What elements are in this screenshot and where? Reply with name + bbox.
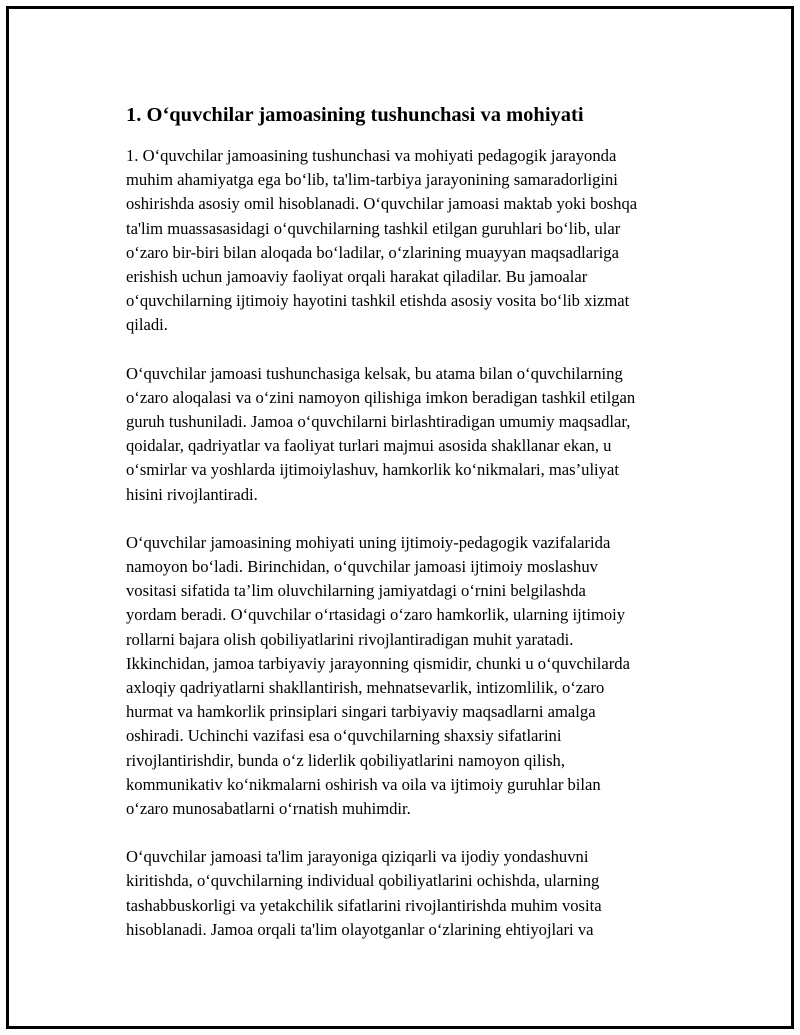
paragraph-4: O‘quvchilar jamoasi ta'lim jarayoniga qiziqarli va ijodiy yondashuvni kiritishda, o‘quvchilarning individual qobiliyatlarini ochishda, ularning tashabbuskorligi va yetakchilik sifatlarini rivojlantirishda muhim vosita hisoblanadi. Jamoa orqali ta'lim olayotganlar o‘zlarining ehtiyojlari va xyxy=(126,847,602,939)
paragraph-1: 1. O‘quvchilar jamoasining tushunchasi va mohiyati pedagogik jarayonda muhim ahamiyatga ega bo‘lib, ta'lim-tarbiya jarayonining samaradorligini oshirishda asosiy omil hisoblanadi. O‘quvchilar jamoasi maktab yoki boshqa ta'lim muassasasidagi o‘quvchilarning tashkil etilgan guruhlari bo‘lib, ular o‘zaro bir-biri bilan aloqada bo‘ladilar, o‘zlarining muayyan maqsadlariga erishish uchun jamoaviy faoliyat orqali harakat qiladilar. Bu jamoalar o‘quvchilarning ijtimoiy hayotini tashkil etishda asosiy vosita bo‘lib xizmat qiladi. xyxy=(126,146,638,335)
document-body xyxy=(126,101,696,966)
paragraph-3: O‘quvchilar jamoasining mohiyati uning ijtimoiy-pedagogik vazifalarida namoyon bo‘ladi. Birinchidan, o‘quvchilar jamoasi ijtimoiy moslashuv vositasi sifatida ta’lim oluvchilarning jamiyatdagi o‘rnini belgilashda yordam beradi. O‘quvchilar o‘rtasidagi o‘zaro hamkorlik, ularning ijtimoiy rollarni bajara olish qobiliyatlarini rivojlantiradigan muhit yaratadi. Ikkinchidan, jamoa tarbiyaviy jarayonning qismidir, chunki u o‘quvchilarda axloqiy qadriyatlarni shakllantirish, mehnatsevarlik, intizomlilik, o‘zaro hurmat va hamkorlik prinsiplari singari tarbiyaviy maqsadlarni amalga oshiradi. Uchinchi vazifasi esa o‘quvchilarning shaxsiy sifatlarini rivojlantirishdir, bunda o‘z liderlik qobiliyatlarini namoyon qilish, kommunikativ ko‘nikmalarni oshirish va oila va ijtimoiy guruhlar bilan o‘zaro munosabatlarni o‘rnatish muhimdir. xyxy=(126,532,630,819)
paragraph-2: O‘quvchilar jamoasi tushunchasiga kelsak, bu atama bilan o‘quvchilarning o‘zaro aloqalasi va o‘zini namoyon qilishiga imkon beradigan tashkil etilgan guruh tushuniladi. Jamoa o‘quvchilarni birlashtiradigan umumiy maqsadlar, qoidalar, qadriyatlar va faoliyat turlari majmui asosida shakllanar ekan, u o‘smirlar va yoshlarda ijtimoiylashuv, hamkorlik ko‘nikmalari, mas’uliyat hisini rivojlantiradi. xyxy=(126,363,636,504)
section-heading: 1. O‘quvchilar jamoasining tushunchasi va mohiyati xyxy=(126,104,584,126)
page-frame xyxy=(6,6,794,1029)
